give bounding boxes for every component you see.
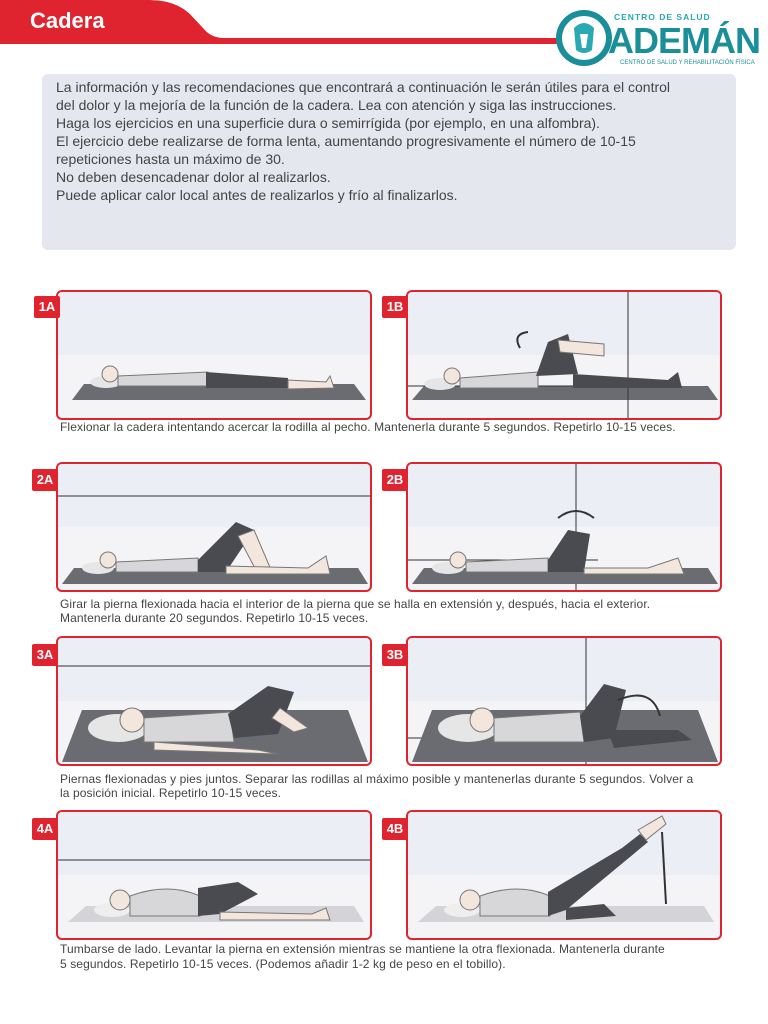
exercise-panel-4b — [406, 810, 722, 940]
exercise-panel-2a — [56, 462, 372, 592]
exercise-badge: 2A — [32, 469, 58, 491]
intro-line: La información y las recomendaciones que encontrará a continuación le serán útiles para el control — [56, 79, 671, 95]
exercise-panel-3b — [406, 636, 722, 766]
exercise-badge: 1B — [382, 296, 408, 318]
logo-sub-text: CENTRO DE SALUD Y REHABILITACIÓN FÍSICA — [620, 60, 755, 66]
exercise-caption: Mantenerla durante 20 segundos. Repetirlo 10-15 veces. — [60, 611, 369, 625]
page-title: Cadera — [30, 8, 105, 33]
exercise-panel-2b — [406, 462, 722, 592]
exercise-panel-1a — [56, 290, 372, 420]
intro-line: del dolor y la mejoría de la función de la cadera. Lea con atención y siga las instrucciones. — [56, 97, 617, 113]
exercise-caption: la posición inicial. Repetirlo 10-15 veces. — [60, 786, 282, 800]
exercise-badge: 1A — [34, 296, 60, 318]
brand-logo — [552, 4, 766, 70]
exercise-badge: 3B — [382, 644, 408, 666]
intro-line: Puede aplicar calor local antes de realizarlos y frío al finalizarlos. — [56, 187, 458, 203]
intro-line: repeticiones hasta un máximo de 30. — [56, 151, 285, 167]
intro-line: Haga los ejercicios en una superficie dura o semirrígida (por ejemplo, en una alfombra). — [56, 115, 600, 131]
exercise-badge: 2B — [382, 469, 408, 491]
logo-main-text: ADEMÁN — [608, 20, 760, 61]
exercise-badge: 3A — [32, 644, 58, 666]
intro-box — [42, 74, 736, 250]
exercise-badge: 4A — [32, 818, 58, 840]
exercise-panel-3a — [56, 636, 372, 766]
exercise-caption: 5 segundos. Repetirlo 10-15 veces. (Podemos añadir 1-2 kg de peso en el tobillo). — [60, 957, 506, 971]
exercise-badge: 4B — [382, 818, 408, 840]
logo-top-text: CENTRO DE SALUD — [614, 12, 711, 22]
exercise-panel-1b — [406, 290, 722, 420]
exercise-panel-4a — [56, 810, 372, 940]
exercise-caption: Girar la pierna flexionada hacia el interior de la pierna que se halla en extensión y, después, hacia el exterior. — [60, 597, 651, 611]
exercise-caption: Tumbarse de lado. Levantar la pierna en extensión mientras se mantiene la otra flexionada. Mantenerla durante — [60, 942, 665, 956]
exercise-caption: Flexionar la cadera intentando acercar la rodilla al pecho. Mantenerla durante 5 segundos. Repetirlo 10-15 veces. — [60, 420, 676, 434]
intro-line: El ejercicio debe realizarse de forma lenta, aumentando progresivamente el número de 10-15 — [56, 133, 636, 149]
exercise-caption: Piernas flexionadas y pies juntos. Separar las rodillas al máximo posible y mantenerlas durante 5 segundos. Volver a — [60, 772, 694, 786]
intro-line: No deben desencadenar dolor al realizarlos. — [56, 169, 331, 185]
